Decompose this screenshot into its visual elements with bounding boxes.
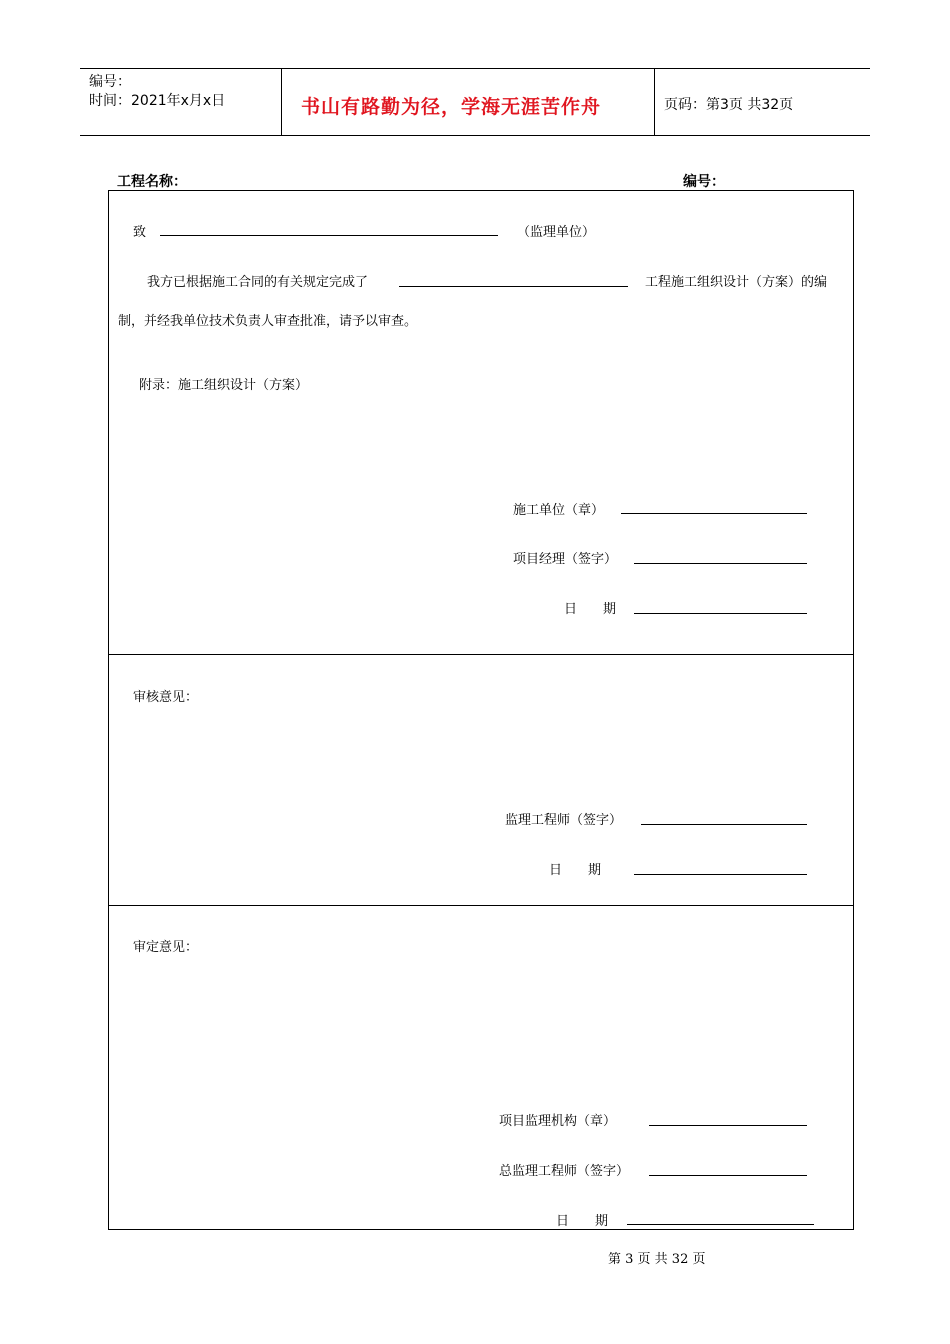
header-divider-left [281, 68, 282, 135]
completion-text-line2: 制，并经我单位技术负责人审查批准，请予以审查。 [118, 314, 418, 329]
project-manager-field[interactable] [634, 563, 807, 564]
footer-page-number: 第 3 页 共 32 页 [608, 1252, 706, 1267]
section-divider-1 [108, 654, 854, 655]
header-top-rule [80, 68, 870, 69]
supervision-org-field[interactable] [649, 1125, 807, 1126]
section1-date-field[interactable] [634, 613, 807, 614]
project-name-field[interactable] [399, 286, 628, 287]
header-page-info: 页码：第3页 共32页 [664, 97, 794, 113]
to-label: 致 [133, 225, 147, 240]
header-serial-label: 编号： [89, 74, 131, 90]
section2-date-label: 日 期 [549, 863, 602, 878]
header-time: 时间：2021年x月x日 [89, 93, 226, 109]
supervision-org-label: 项目监理机构（章） [499, 1114, 617, 1129]
chief-engineer-label: 总监理工程师（签字） [499, 1164, 630, 1179]
project-name-label: 工程名称： [117, 174, 187, 190]
supervisor-unit-field[interactable] [160, 235, 498, 236]
approval-opinion-title: 审定意见： [133, 940, 199, 955]
project-manager-label: 项目经理（签字） [513, 552, 618, 567]
chief-engineer-field[interactable] [649, 1175, 807, 1176]
header-motto: 书山有路勤为径，学海无涯苦作舟 [301, 96, 602, 118]
header-bottom-rule [80, 135, 870, 136]
supervising-engineer-field[interactable] [641, 824, 807, 825]
section1-date-label: 日 期 [564, 602, 617, 617]
section3-date-field[interactable] [627, 1224, 814, 1225]
section-divider-2 [108, 905, 854, 906]
appendix-label: 附录：施工组织设计（方案） [139, 378, 309, 393]
section2-date-field[interactable] [634, 874, 807, 875]
section3-date-label: 日 期 [556, 1214, 609, 1229]
supervising-engineer-label: 监理工程师（签字） [505, 813, 623, 828]
completion-text-start: 我方已根据施工合同的有关规定完成了 [147, 275, 369, 290]
completion-text-end: 工程施工组织设计（方案）的编 [645, 275, 828, 290]
header-divider-right [654, 68, 655, 135]
review-opinion-title: 审核意见： [133, 690, 199, 705]
project-serial-label: 编号： [683, 174, 725, 190]
supervisor-unit-label: （监理单位） [517, 225, 596, 240]
construction-unit-field[interactable] [621, 513, 807, 514]
form-table [108, 190, 854, 1230]
construction-unit-label: 施工单位（章） [513, 503, 605, 518]
